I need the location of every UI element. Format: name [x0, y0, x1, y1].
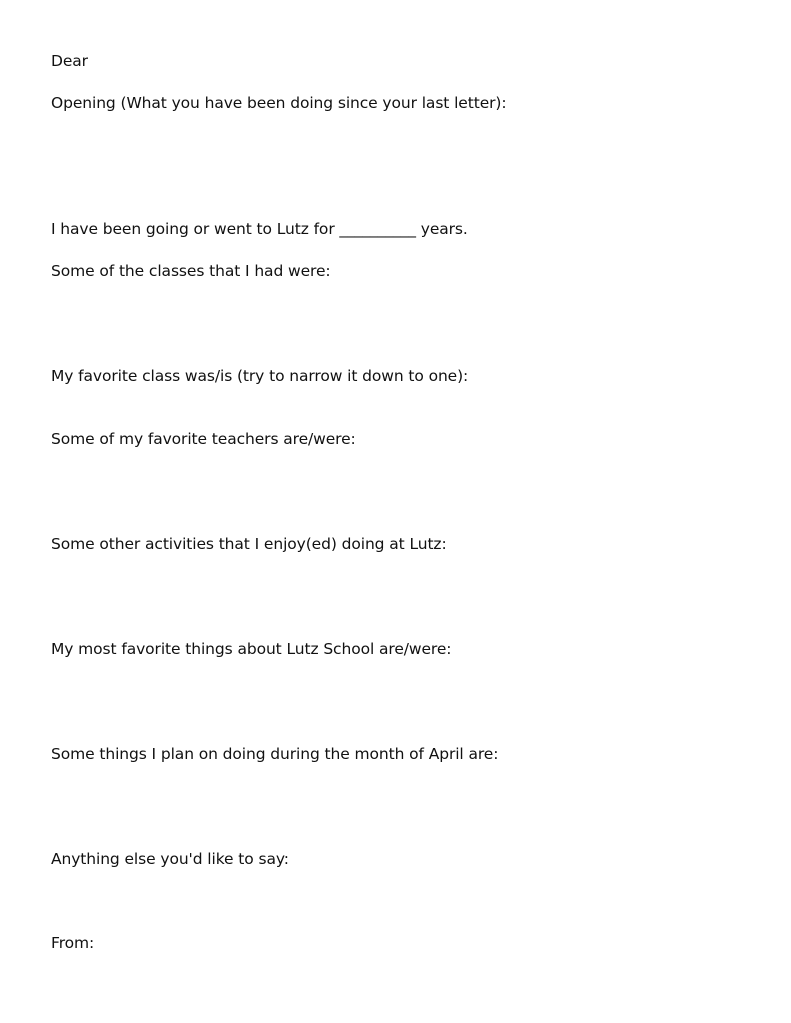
prompt-favorite-class: My favorite class was/is (try to narrow it down to one): — [51, 367, 469, 385]
prompt-years-at-lutz: I have been going or went to Lutz for __________ years. — [51, 220, 468, 238]
prompt-opening: Opening (What you have been doing since your last letter): — [51, 94, 507, 112]
prompt-april-plans: Some things I plan on doing during the month of April are: — [51, 745, 499, 763]
prompt-classes: Some of the classes that I had were: — [51, 262, 331, 280]
prompt-favorite-teachers: Some of my favorite teachers are/were: — [51, 430, 356, 448]
closing-from-line: From: — [51, 934, 95, 952]
prompt-anything-else: Anything else you'd like to say: — [51, 850, 289, 868]
prompt-favorite-things: My most favorite things about Lutz School are/were: — [51, 640, 452, 658]
prompt-other-activities: Some other activities that I enjoy(ed) doing at Lutz: — [51, 535, 447, 553]
salutation-line: Dear — [51, 52, 88, 70]
